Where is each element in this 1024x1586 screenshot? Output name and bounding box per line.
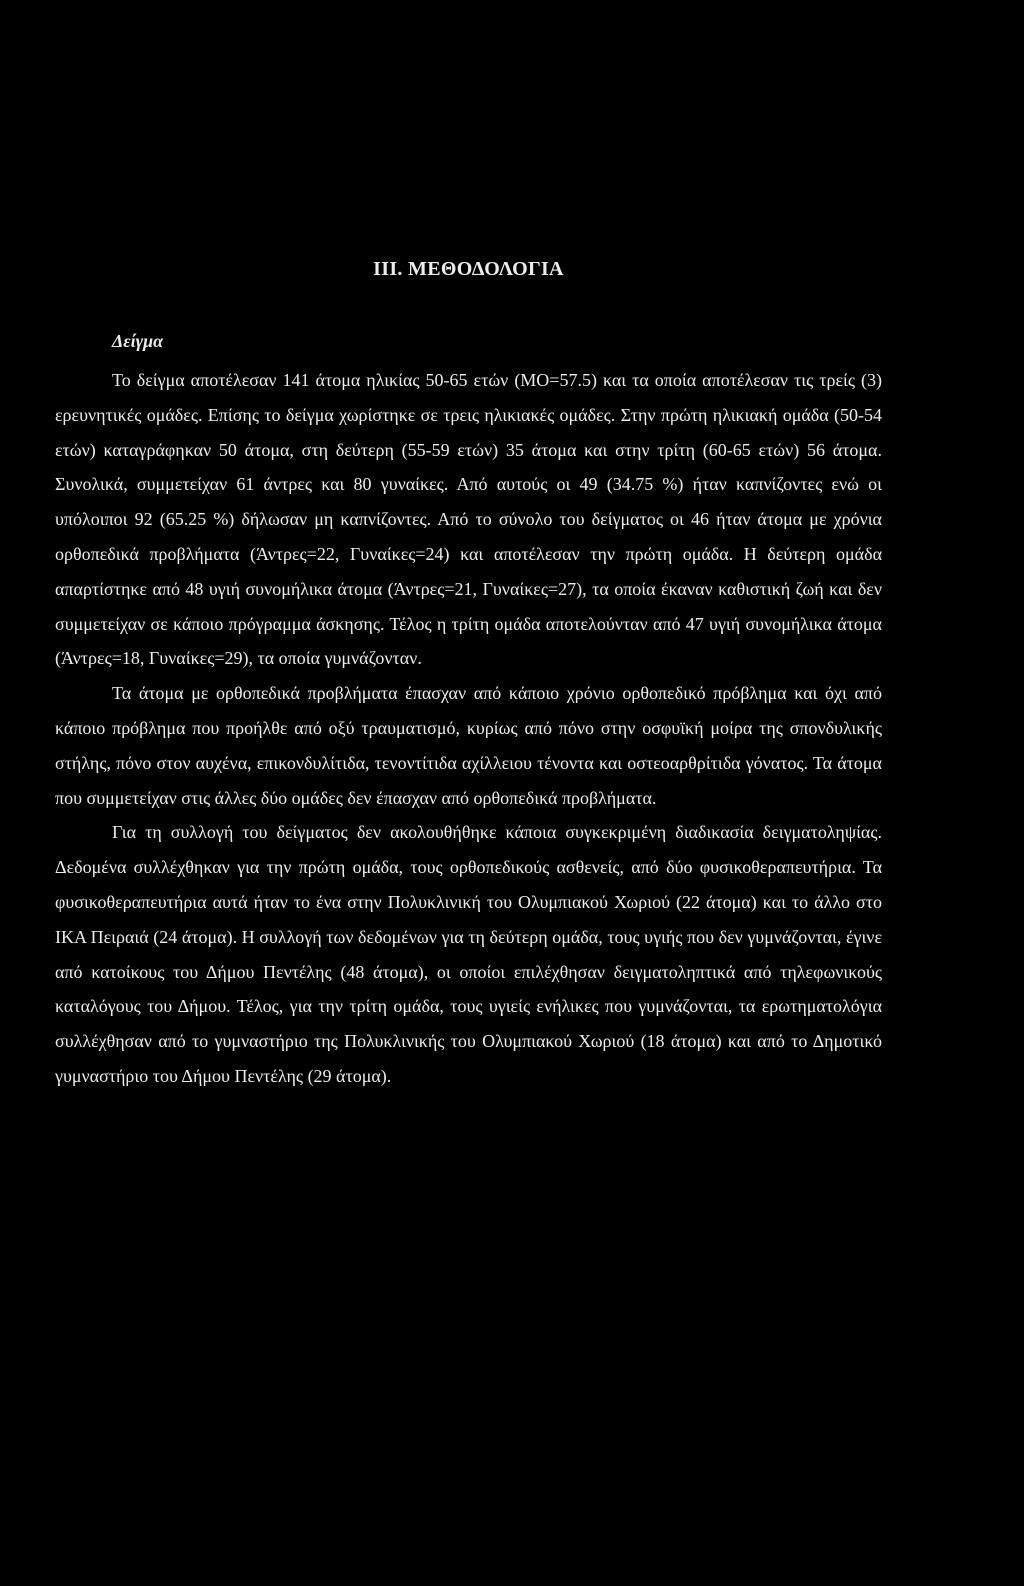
section-heading-sample: Δείγμα (112, 331, 164, 351)
paragraph-orthopedic-problems: Τα άτομα με ορθοπεδικά προβλήματα έπασχαν από κάποιο χρόνιο ορθοπεδικό πρόβλημα και όχι από κάποιο πρόβλημα που προήλθε από οξύ τραυματισμό, κυρίως από πόνο στην οσφυϊκή μοίρα της σπονδυλικής στήλης, πόνο στον αυχένα, επικονδυλίτιδα, τενοντίτιδα αχίλλειου τένοντα και οστεοαρθρίτιδα γόνατος. Τα άτομα που συμμετείχαν στις άλλες δύο ομάδες δεν έπασχαν από ορθοπεδικά προβλήματα. (55, 683, 882, 808)
paragraph-sample-description: Το δείγμα αποτέλεσαν 141 άτομα ηλικίας 50-65 ετών (ΜΟ=57.5) και τα οποία αποτέλεσαν τις τρείς (3) ερευνητικές ομάδες. Επίσης το δείγμα χωρίστηκε σε τρεις ηλικιακές ομάδες. Στην πρώτη ηλικιακή ομάδα (50-54 ετών) καταγράφηκαν 50 άτομα, στη δεύτερη (55-59 ετών) 35 άτομα και στην τρίτη (60-65 ετών) 56 άτομα. Συνολικά, συμμετείχαν 61 άντρες και 80 γυναίκες. Από αυτούς οι 49 (34.75 %) ήταν καπνίζοντες ενώ οι υπόλοιποι 92 (65.25 %) δήλωσαν μη καπνίζοντες. Από το σύνολο του δείγματος οι 46 ήταν άτομα με χρόνια ορθοπεδικά προβλήματα (Άντρες=22, Γυναίκες=24) και αποτέλεσαν την πρώτη ομάδα. Η δεύτερη ομάδα απαρτίστηκε από 48 υγιή συνομήλικα άτομα (Άντρες=21, Γυναίκες=27), τα οποία έκαναν καθιστική ζωή και δεν συμμετείχαν σε κάποιο πρόγραμμα άσκησης. Τέλος η τρίτη ομάδα αποτελούνταν από 47 υγιή συνομήλικα άτομα (Άντρες=18, Γυναίκες=29), τα οποία γυμνάζονταν. (55, 370, 882, 669)
document-page (55, 258, 882, 1094)
chapter-title: III. ΜΕΘΟΔΟΛΟΓΙΑ (373, 258, 564, 280)
paragraph-sampling-procedure: Για τη συλλογή του δείγματος δεν ακολουθήθηκε κάποια συγκεκριμένη διαδικασία δειγματοληψίας. Δεδομένα συλλέχθηκαν για την πρώτη ομάδα, τους ορθοπεδικούς ασθενείς, από δύο φυσικοθεραπευτήρια. Τα φυσικοθεραπευτήρια αυτά ήταν το ένα στην Πολυκλινική του Ολυμπιακού Χωριού (22 άτομα) και το άλλο στο ΙΚΑ Πειραιά (24 άτομα). Η συλλογή των δεδομένων για τη δεύτερη ομάδα, τους υγιής που δεν γυμνάζονται, έγινε από κατοίκους του Δήμου Πεντέλης (48 άτομα), οι οποίοι επιλέχθησαν δειγματοληπτικά από τηλεφωνικούς καταλόγους του Δήμου. Τέλος, για την τρίτη ομάδα, τους υγιείς ενήλικες που γυμνάζονται, τα ερωτηματολόγια συλλέχθησαν από το γυμναστήριο της Πολυκλινικής του Ολυμπιακού Χωριού (18 άτομα) και από το Δημοτικό γυμναστήριο του Δήμου Πεντέλης (29 άτομα). (55, 822, 882, 1086)
